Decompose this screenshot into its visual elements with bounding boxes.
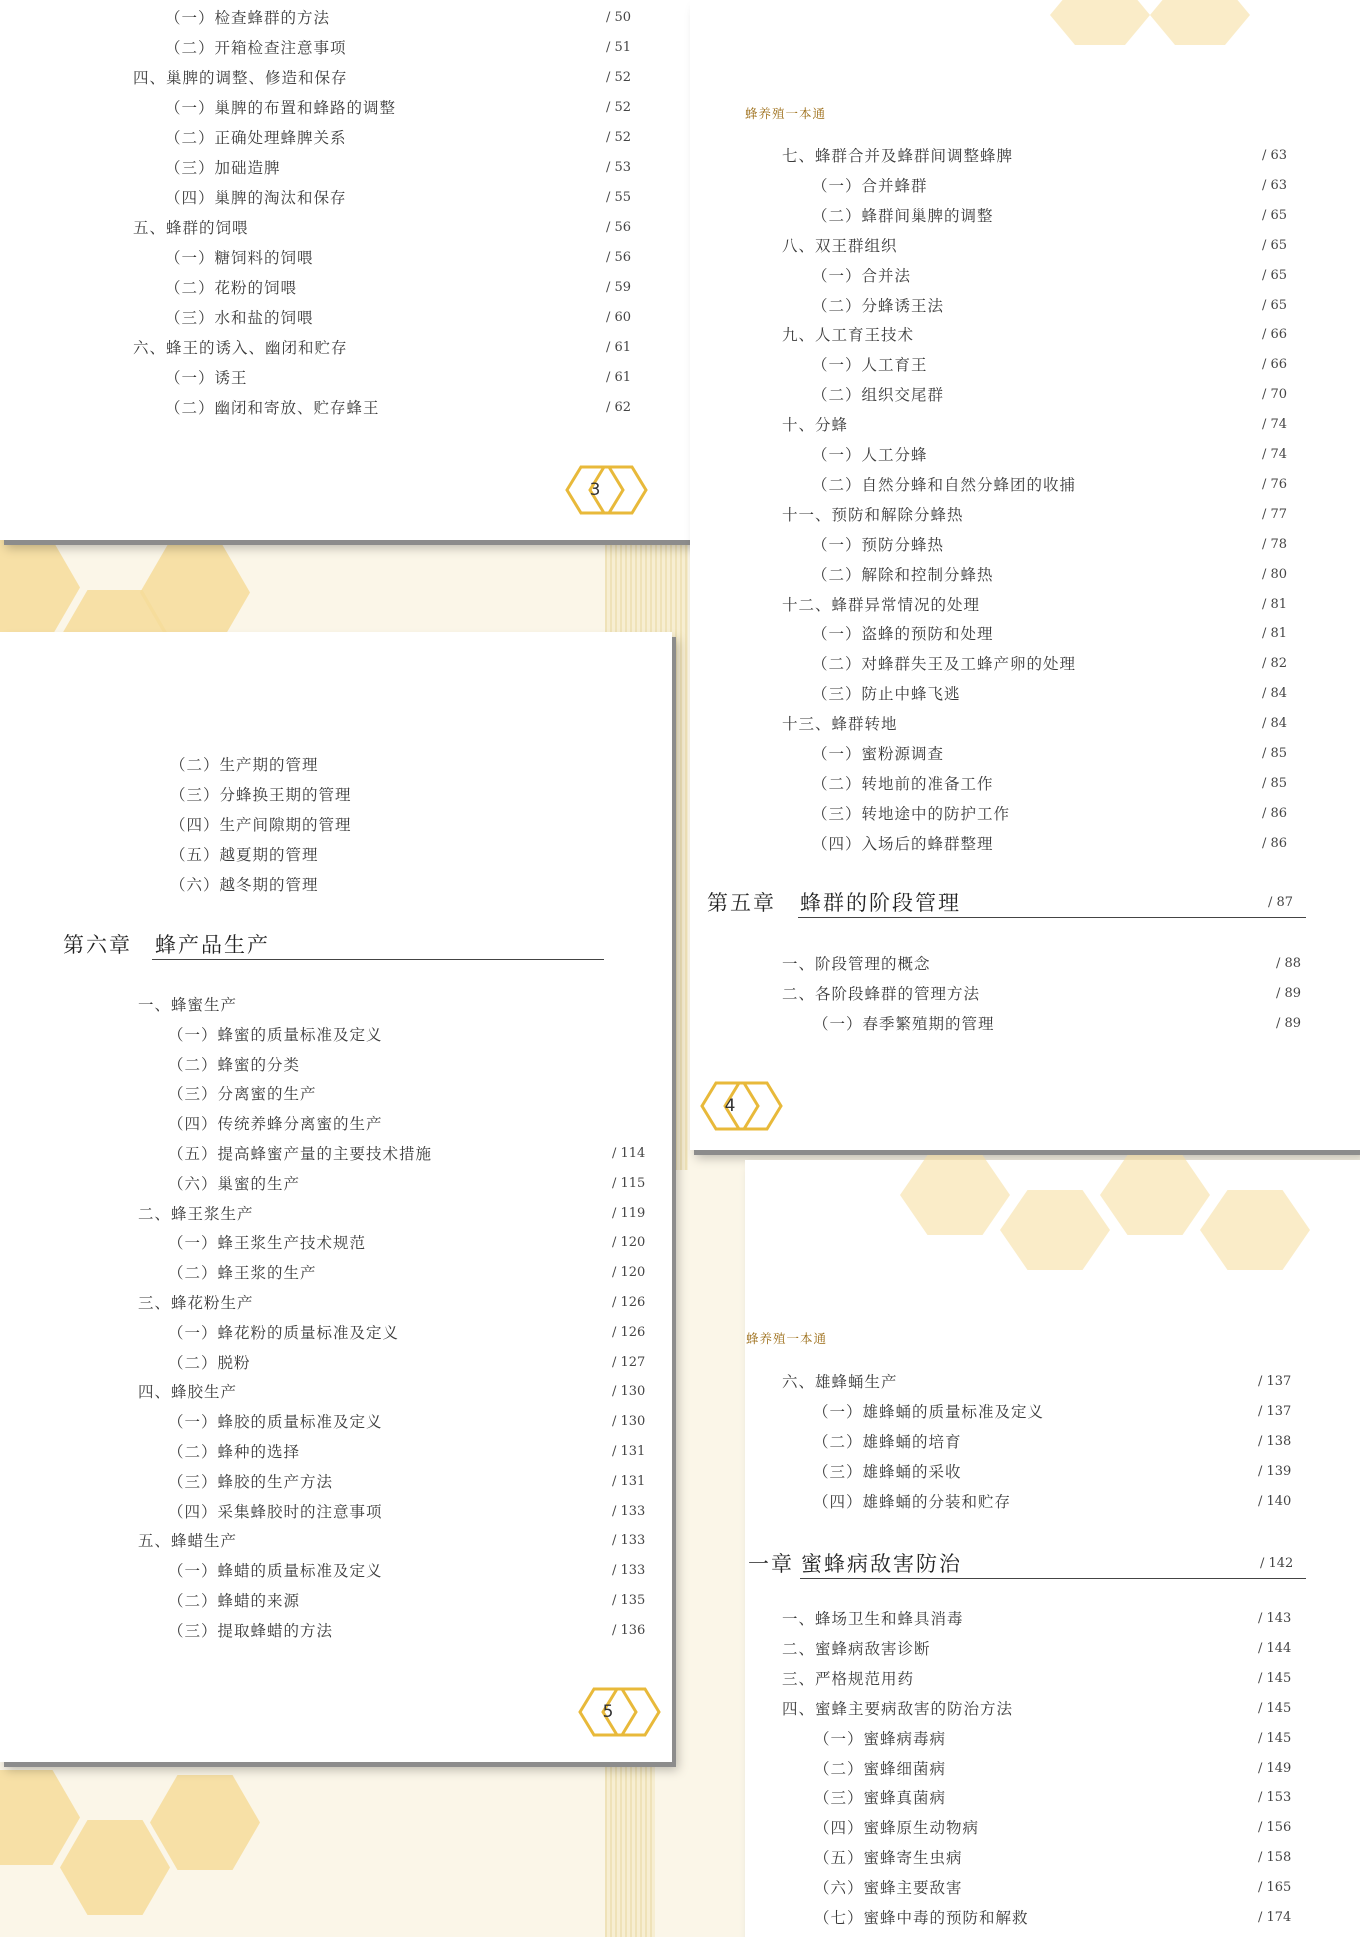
toc-page-number: / 56 [606,220,632,235]
toc-page-number: / 77 [1262,506,1288,522]
chapter-title: 蜂群的阶段管理 [800,891,961,915]
toc-section-entry: 五、蜂蜡生产 [138,1532,238,1551]
toc-page-number: / 65 [1262,207,1288,223]
toc-page-number: / 89 [1276,986,1302,1001]
toc-subsection-entry: （三）蜜蜂真菌病 [814,1789,947,1808]
toc-page-number: / 89 [1276,1016,1302,1031]
toc-page-number: / 65 [1262,297,1288,313]
toc-page-number: / 135 [612,1593,646,1608]
toc-page-number: / 61 [606,340,632,355]
toc-subsection-entry: （二）解除和控制分蜂热 [812,565,994,584]
toc-page-number: / 120 [612,1265,646,1281]
toc-subsection-entry: （六）蜜蜂主要敌害 [814,1879,963,1898]
toc-page-number: / 63 [1262,148,1288,163]
toc-subsection-entry: （二）蜜蜂细菌病 [814,1759,947,1778]
toc-section-entry: 二、蜜蜂病敌害诊断 [782,1639,931,1658]
toc-subsection-entry: （五）提高蜂蜜产量的主要技术措施 [168,1145,433,1163]
toc-page-number: / 63 [1262,177,1288,193]
toc-subsection-entry: （四）传统养蜂分离蜜的生产 [168,1115,383,1134]
toc-page-number: / 145 [1258,1670,1292,1686]
toc-subsection-entry: （三）提取蜂蜡的方法 [168,1621,334,1640]
toc-subsection-entry: （四）蜜蜂原生动物病 [814,1819,980,1838]
toc-page-number: / 138 [1258,1434,1292,1449]
toc-subsection-entry: （一）蜂蜡的质量标准及定义 [168,1562,383,1581]
toc-subsection-entry: （二）对蜂群失王及工蜂产卵的处理 [812,655,1077,674]
toc-subsection-entry: （四）生产间隙期的管理 [170,816,352,834]
running-head: 蜂养殖一本通 [745,106,827,121]
toc-page-number: / 65 [1262,267,1288,283]
toc-subsection-entry: （七）蜜蜂中毒的预防和解救 [814,1909,1029,1927]
toc-subsection-entry: （一）诱王 [165,369,248,387]
toc-subsection-entry: （一）蜂花粉的质量标准及定义 [168,1323,400,1342]
toc-section-entry: 十二、蜂群异常情况的处理 [782,595,981,614]
toc-page-number: / 84 [1262,716,1288,732]
toc-section-entry: 八、双王群组织 [782,236,898,255]
toc-page-number: / 174 [1258,1910,1292,1925]
toc-page-number: / 66 [1262,357,1288,373]
toc-page-number: / 143 [1258,1611,1292,1626]
toc-page-number: / 74 [1262,447,1288,462]
chapter-title: 蜂产品生产 [155,933,270,957]
toc-subsection-entry: （三）分蜂换王期的管理 [170,786,352,804]
toc-page-number: / 76 [1262,476,1288,492]
toc-page-number: / 52 [606,70,632,85]
toc-page-number: / 136 [612,1622,646,1638]
toc-page-number: / 82 [1262,656,1288,672]
toc-page-number: / 130 [612,1384,646,1400]
toc-subsection-entry: （二）蜂种的选择 [168,1443,301,1461]
toc-page-number: / 86 [1262,835,1288,851]
toc-page-number: / 156 [1258,1820,1292,1836]
toc-subsection-entry: （三）蜂胶的生产方法 [168,1472,334,1491]
page-number-badge [573,1681,669,1743]
toc-section-entry: 一、蜂蜜生产 [138,996,238,1014]
toc-page-number: / 53 [606,160,632,175]
toc-page-number: / 85 [1262,775,1288,791]
toc-section-entry: 一、蜂场卫生和蜂具消毒 [782,1610,964,1628]
toc-section-entry: 二、蜂王浆生产 [138,1204,254,1223]
chapter-rule [152,959,604,960]
toc-subsection-entry: （一）检查蜂群的方法 [165,9,331,27]
toc-subsection-entry: （二）组织交尾群 [812,386,945,405]
toc-page-number: / 127 [612,1354,646,1370]
toc-page-number: / 130 [612,1414,646,1430]
toc-section-entry: 九、人工育王技术 [782,326,915,345]
toc-page-number: / 131 [612,1444,646,1459]
chapter-label: 第五章 [707,891,776,915]
toc-page-number: / 61 [606,370,632,385]
toc-subsection-entry: （四）入场后的蜂群整理 [812,834,994,853]
page-number: 4 [724,1096,736,1116]
toc-section-entry: 一、阶段管理的概念 [782,955,931,973]
chapter-label: 第六章 [63,933,132,957]
toc-subsection-entry: （三）分离蜜的生产 [168,1085,317,1104]
toc-subsection-entry: （二）花粉的饲喂 [165,279,298,297]
toc-subsection-entry: （一）合并法 [812,266,912,285]
toc-section-entry: 五、蜂群的饲喂 [133,219,249,237]
chapter-rule [800,1578,1306,1579]
toc-page-number: / 139 [1258,1464,1292,1479]
chapter-page-number: / 87 [1268,895,1294,910]
toc-page-number: / 65 [1262,237,1288,253]
toc-page-number: / 81 [1262,626,1288,642]
toc-section-entry: 三、蜂花粉生产 [138,1294,254,1312]
chapter-title: 蜜蜂病敌害防治 [801,1552,962,1576]
toc-subsection-entry: （六）巢蜜的生产 [168,1174,301,1193]
toc-subsection-entry: （一）糖饲料的饲喂 [165,249,314,267]
toc-section-entry: 七、蜂群合并及蜂群间调整蜂脾 [782,147,1014,165]
toc-subsection-entry: （六）越冬期的管理 [170,876,319,894]
toc-section-entry: 十三、蜂群转地 [782,715,898,734]
toc-page-number: / 119 [612,1205,646,1221]
toc-subsection-entry: （二）雄蜂蛹的培育 [813,1433,962,1451]
toc-subsection-entry: （三）转地途中的防护工作 [812,804,1011,823]
toc-page-number: / 50 [606,10,632,25]
toc-page-number: / 74 [1262,417,1288,433]
toc-subsection-entry: （一）人工分蜂 [812,446,928,464]
toc-subsection-entry: （一）蜜粉源调查 [812,745,945,763]
toc-subsection-entry: （一）蜂王浆生产技术规范 [168,1234,367,1253]
toc-page-number: / 81 [1262,596,1288,612]
toc-page-number: / 52 [606,100,632,115]
chapter-label: 一章 [748,1552,794,1576]
toc-page-number: / 66 [1262,327,1288,343]
toc-section-entry: 四、蜂胶生产 [138,1383,238,1402]
toc-subsection-entry: （五）蜜蜂寄生虫病 [814,1849,963,1868]
toc-section-entry: 六、雄蜂蛹生产 [782,1373,898,1391]
toc-section-entry: 二、各阶段蜂群的管理方法 [782,985,981,1003]
toc-subsection-entry: （四）采集蜂胶时的注意事项 [168,1502,383,1521]
toc-subsection-entry: （一）雄蜂蛹的质量标准及定义 [813,1403,1045,1421]
toc-section-entry: 四、巢脾的调整、修造和保存 [133,69,348,87]
page-number-badge [695,1075,791,1137]
toc-subsection-entry: （一）巢脾的布置和蜂路的调整 [165,99,397,117]
toc-page-number: / 145 [1258,1730,1292,1746]
toc-page-number: / 133 [612,1533,646,1549]
toc-page-number: / 133 [612,1503,646,1519]
toc-subsection-entry: （二）分蜂诱王法 [812,296,945,315]
toc-subsection-entry: （五）越夏期的管理 [170,846,319,864]
toc-page-number: / 80 [1262,566,1288,582]
running-head: 蜂养殖一本通 [746,1331,828,1346]
toc-page-number: / 137 [1258,1404,1292,1419]
toc-subsection-entry: （二）生产期的管理 [170,756,319,774]
toc-subsection-entry: （一）盗蜂的预防和处理 [812,625,994,644]
page-number: 3 [589,480,601,500]
toc-subsection-entry: （二）蜂蜡的来源 [168,1592,301,1610]
toc-subsection-entry: （三）雄蜂蛹的采收 [813,1463,962,1481]
toc-subsection-entry: （一）合并蜂群 [812,176,928,195]
toc-section-entry: 十一、预防和解除分蜂热 [782,505,964,524]
toc-page-number: / 158 [1258,1850,1292,1866]
toc-page-number: / 84 [1262,686,1288,702]
chapter-page-number: / 142 [1260,1556,1294,1571]
toc-subsection-entry: （二）幽闭和寄放、贮存蜂王 [165,399,380,417]
toc-subsection-entry: （三）防止中蜂飞逃 [812,685,961,704]
toc-subsection-entry: （二）开箱检查注意事项 [165,39,347,57]
toc-subsection-entry: （四）巢脾的淘汰和保存 [165,189,347,207]
toc-subsection-entry: （一）蜂胶的质量标准及定义 [168,1413,383,1432]
toc-page-number: / 133 [612,1563,646,1579]
toc-page-number: / 86 [1262,805,1288,821]
toc-page-number: / 52 [606,130,632,145]
toc-page-number: / 137 [1258,1374,1292,1389]
toc-subsection-entry: （二）蜂王浆的生产 [168,1264,317,1283]
toc-subsection-entry: （二）转地前的准备工作 [812,774,994,793]
toc-page-number: / 59 [606,280,632,295]
toc-subsection-entry: （二）正确处理蜂脾关系 [165,129,347,147]
toc-section-entry: 六、蜂王的诱入、幽闭和贮存 [133,339,348,357]
toc-subsection-entry: （三）加础造脾 [165,159,281,177]
toc-page-number: / 126 [612,1295,646,1310]
toc-page-number: / 126 [612,1324,646,1340]
toc-page-number: / 70 [1262,387,1288,403]
toc-page-number: / 145 [1258,1700,1292,1716]
toc-page-number: / 60 [606,310,632,325]
toc-page-number: / 149 [1258,1760,1292,1776]
toc-subsection-entry: （一）人工育王 [812,356,928,375]
toc-section-entry: 四、蜜蜂主要病敌害的防治方法 [782,1699,1014,1718]
toc-subsection-entry: （三）水和盐的饲喂 [165,309,314,327]
toc-subsection-entry: （二）自然分蜂和自然分蜂团的收捕 [812,475,1077,494]
page-number: 5 [602,1702,614,1722]
toc-page-number: / 85 [1262,746,1288,761]
toc-page-number: / 140 [1258,1494,1292,1509]
toc-page-number: / 62 [606,400,632,415]
page-number-badge [560,459,656,521]
toc-page-number: / 51 [606,40,632,55]
toc-page-number: / 165 [1258,1880,1292,1896]
toc-subsection-entry: （一）预防分蜂热 [812,535,945,554]
toc-subsection-entry: （二）蜂群间巢脾的调整 [812,206,994,225]
toc-page-number: / 78 [1262,536,1288,552]
toc-page-number: / 88 [1276,956,1302,971]
toc-section-entry: 十、分蜂 [782,416,849,435]
toc-subsection-entry: （一）春季繁殖期的管理 [813,1015,995,1033]
toc-page-number: / 115 [612,1175,646,1191]
toc-subsection-entry: （一）蜂蜜的质量标准及定义 [168,1025,383,1044]
toc-page-number: / 56 [606,250,632,265]
toc-subsection-entry: （四）雄蜂蛹的分装和贮存 [813,1493,1012,1511]
toc-subsection-entry: （二）蜂蜜的分类 [168,1055,301,1074]
toc-subsection-entry: （一）蜜蜂病毒病 [814,1729,947,1748]
toc-page-number: / 55 [606,190,632,205]
toc-page-number: / 131 [612,1473,646,1489]
chapter-rule [798,917,1306,918]
toc-subsection-entry: （二）脱粉 [168,1353,251,1372]
toc-page-number: / 120 [612,1235,646,1251]
toc-section-entry: 三、严格规范用药 [782,1669,915,1688]
toc-page-number: / 144 [1258,1640,1292,1656]
toc-page-number: / 114 [612,1146,646,1161]
toc-page-number: / 153 [1258,1790,1292,1806]
